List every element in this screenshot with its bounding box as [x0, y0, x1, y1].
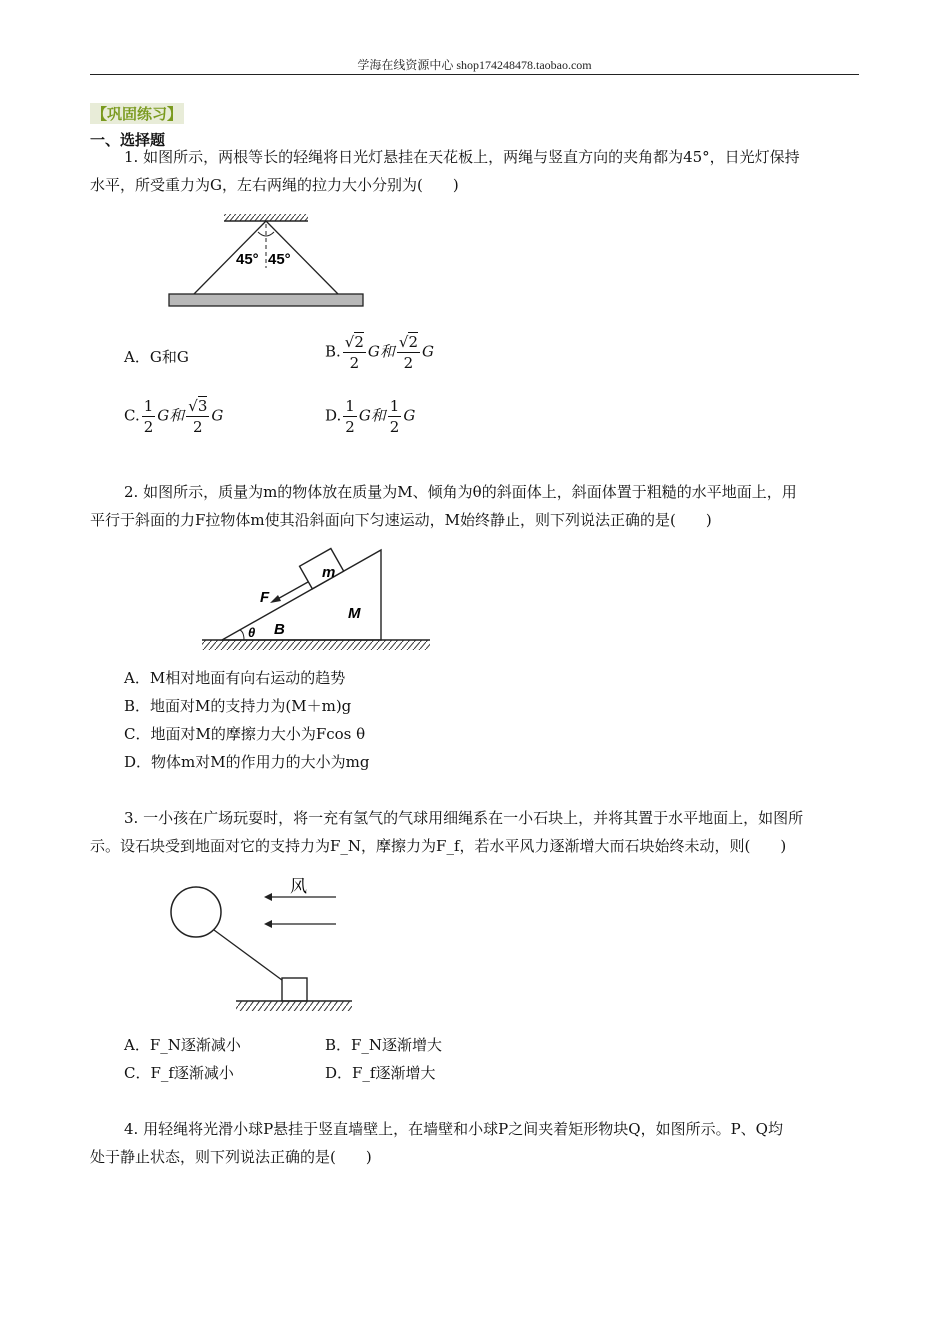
frac-den: 2: [193, 418, 203, 436]
ground-hatch: [202, 640, 430, 650]
incline-block-M: [222, 550, 381, 640]
label-theta: θ: [248, 625, 256, 640]
q3-option-a: A．F_N逐渐减小: [124, 1036, 241, 1054]
q1-option-b-frac1: $\frac{√2}{2}$: [344, 333, 364, 372]
q3-line1: 3. 一小孩在广场玩耍时，将一充有氢气的气球用细绳系在一小石块上，并将其置于水平地面上，如图所: [124, 809, 804, 827]
q4-line2: 处于静止状态，则下列说法正确的是( ): [90, 1148, 372, 1166]
theta-arc: [240, 630, 244, 640]
fluorescent-lamp: [169, 294, 363, 306]
page-header: [90, 56, 859, 75]
q3-line2: 示。设石块受到地面对它的支持力为F_N，摩擦力为F_f，若水平风力逐渐增大而石块始终未动，则( ): [90, 837, 787, 855]
q1-option-c-mid: G和: [157, 406, 185, 425]
q4-line1: 4. 用轻绳将光滑小球P悬挂于竖直墙壁上，在墙壁和小球P之间夹着矩形物块Q，如图所示。P、Q均: [124, 1120, 783, 1138]
angle-label-left: 45°: [236, 251, 259, 268]
frac-sqrt: 2: [408, 333, 418, 351]
q1-option-d-label: D.: [325, 406, 342, 425]
q1-line1: 1. 如图所示，两根等长的轻绳将日光灯悬挂在天花板上，两绳与竖直方向的夹角都为45°，日光灯保持: [124, 148, 800, 166]
q3-option-d: D．F_f逐渐增大: [325, 1064, 436, 1082]
frac-den: 2: [143, 418, 154, 436]
q1-option-d-end: G: [403, 406, 416, 425]
label-m: m: [322, 564, 336, 581]
q2-line1: 2. 如图所示，质量为m的物体放在质量为M、倾角为θ的斜面体上，斜面体置于粗糙的水平地面上，用: [124, 483, 797, 501]
q1-option-c: [124, 396, 223, 437]
wind-arrowhead-2: [264, 920, 272, 928]
frac-sqrt: 3: [197, 397, 208, 415]
frac-num: 1: [143, 397, 154, 415]
q2-option-a: A．M相对地面有向右运动的趋势: [124, 669, 346, 687]
q1-option-d-mid: G和: [358, 406, 386, 425]
q1-option-d-frac2: [388, 396, 402, 437]
q1-option-b: [325, 332, 434, 373]
q1-option-d: [325, 396, 415, 437]
stone-block: [282, 978, 307, 1001]
label-M: M: [348, 605, 361, 622]
frac-den: 2: [345, 418, 355, 436]
frac-num: 1: [345, 397, 355, 415]
q3-figure-balloon: [160, 870, 370, 1020]
frac-num: 1: [389, 397, 400, 415]
q1-option-b-end: G: [422, 342, 434, 361]
q2-figure-incline: [198, 544, 434, 656]
q1-option-c-frac1: [142, 396, 156, 437]
frac-den: 2: [389, 418, 400, 436]
frac-den: 2: [349, 354, 360, 372]
q2-option-d: D．物体m对M的作用力的大小为mg: [124, 753, 370, 771]
section-subtitle: 一、选择题: [90, 131, 166, 149]
q2-line2: 平行于斜面的力F拉物体m使其沿斜面向下匀速运动，M始终静止，则下列说法正确的是( ): [90, 511, 712, 529]
label-B: B: [274, 621, 285, 638]
q1-option-a: [124, 346, 189, 367]
wind-label: 风: [290, 877, 307, 896]
ceiling-hatch: [224, 214, 308, 221]
q2-option-c: C．地面对M的摩擦力大小为Fcos θ: [124, 725, 366, 743]
q1-option-c-label: C.: [124, 406, 140, 425]
label-F: F: [260, 589, 270, 606]
ground-hatch: [236, 1001, 352, 1011]
section-title: 【巩固练习】: [92, 105, 183, 123]
q1-option-b-label: B.: [325, 342, 341, 361]
angle-label-right: 45°: [268, 251, 291, 268]
frac-sqrt: 2: [354, 333, 364, 351]
q3-option-c: C．F_f逐渐减小: [124, 1064, 234, 1082]
wind-arrowhead-1: [264, 893, 272, 901]
q1-option-a-text: A．G和G: [124, 348, 189, 366]
q2-option-b: B．地面对M的支持力为(M＋m)g: [124, 697, 352, 715]
balloon-string: [214, 930, 286, 983]
q1-option-c-frac2: $\frac{√3}{2}$: [188, 397, 208, 436]
header-text: 学海在线资源中心 shop174248478.taobao.com: [357, 58, 592, 72]
q3-option-b: B．F_N逐渐增大: [325, 1036, 443, 1054]
q1-figure-lamp: [164, 210, 370, 312]
q1-option-b-frac2: $\frac{√2}{2}$: [398, 333, 418, 372]
force-arrow-head: [270, 595, 281, 603]
q1-line2: 水平，所受重力为G，左右两绳的拉力大小分别为( ): [90, 176, 459, 194]
q1-option-c-end: G: [211, 406, 224, 425]
q1-option-d-frac1: [343, 396, 357, 437]
frac-den: 2: [403, 354, 414, 372]
q1-option-b-mid: G和: [367, 342, 395, 361]
balloon: [171, 887, 221, 937]
